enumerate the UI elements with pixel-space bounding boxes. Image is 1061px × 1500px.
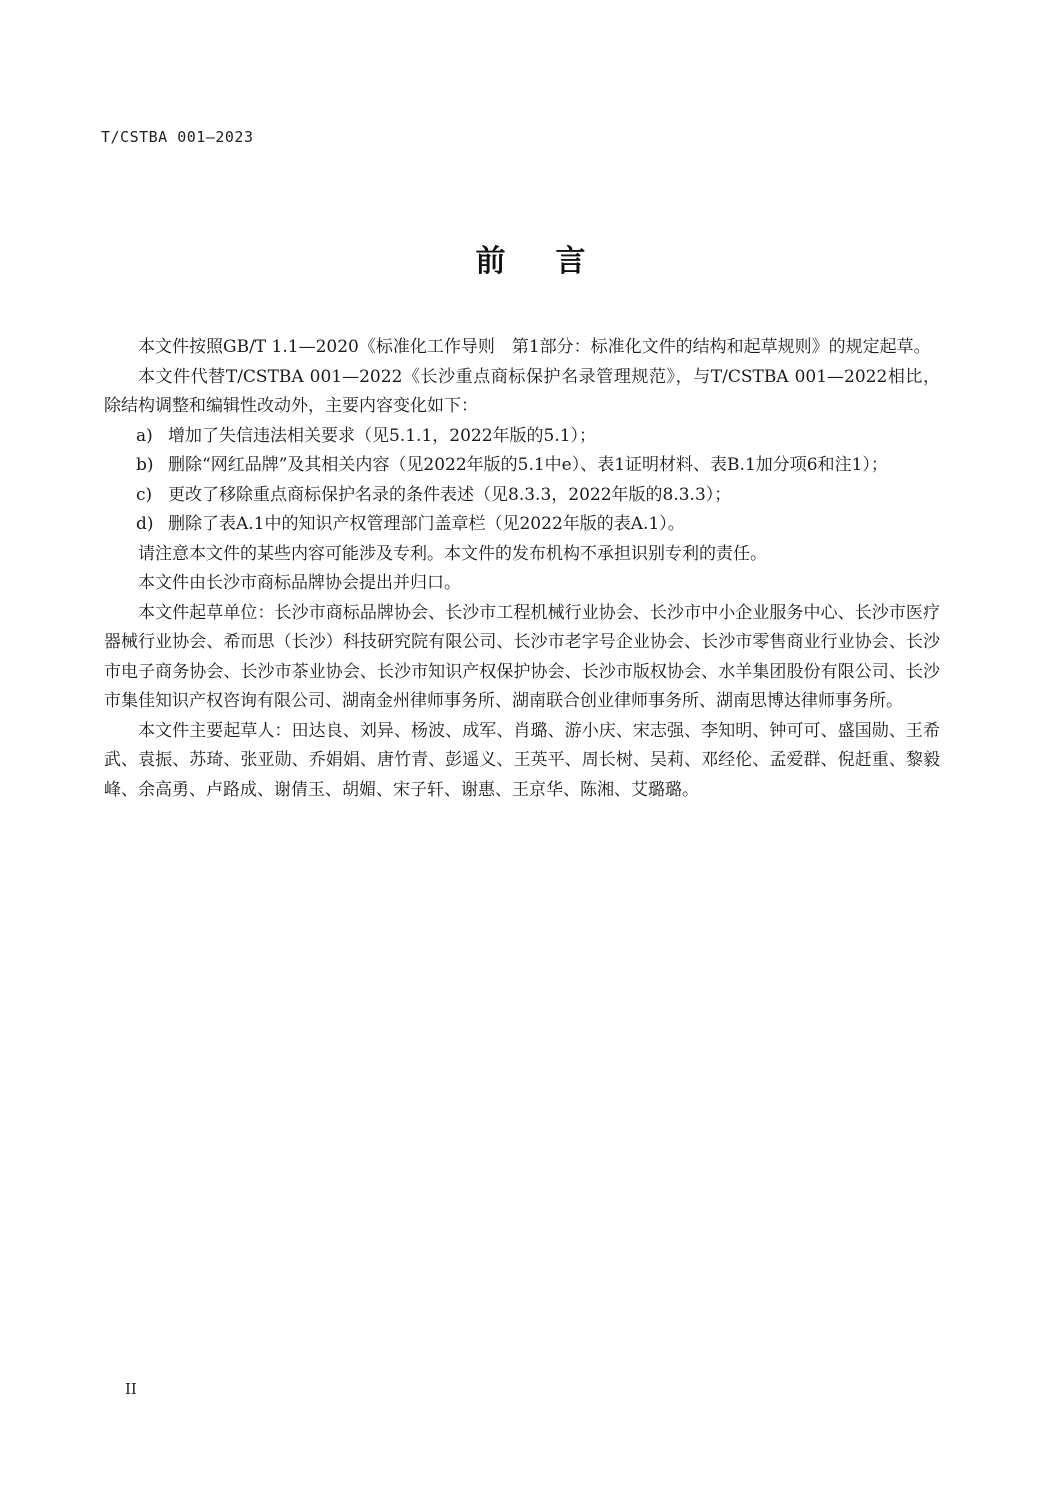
list-item-marker: a) bbox=[136, 425, 153, 446]
list-item-text: 删除了表A.1中的知识产权管理部门盖章栏（见2022年版的表A.1）。 bbox=[168, 514, 685, 534]
foreword-body bbox=[104, 333, 940, 805]
list-item bbox=[104, 481, 940, 511]
list-item-marker: d) bbox=[136, 514, 154, 534]
page-title: 前言 bbox=[475, 244, 636, 279]
list-item-marker: c) bbox=[136, 484, 153, 505]
paragraph-drafting-units: 本文件起草单位：长沙市商标品牌协会、长沙市工程机械行业协会、长沙市中小企业服务中心、长沙市医疗器械行业协会、希而思（长沙）科技研究院有限公司、长沙市老字号企业协会、长沙市零售商业行业协会、长沙市电子商务协会、长沙市茶业协会、长沙市知识产权保护协会、长沙市版权协会、水羊集团股份有限公司、长沙市集佳知识产权咨询有限公司、湖南金州律师事务所、湖南联合创业律师事务所、湖南思博达律师事务所。 bbox=[104, 602, 940, 711]
page-number: II bbox=[125, 1380, 137, 1398]
list-item-text: 增加了失信违法相关要求（见5.1.1，2022年版的5.1）； bbox=[168, 425, 597, 446]
document-code: T/CSTBA 001—2023 bbox=[101, 128, 254, 146]
paragraph-proposer: 本文件由长沙市商标品牌协会提出并归口。 bbox=[138, 573, 461, 593]
list-item bbox=[104, 422, 940, 452]
paragraph-drafting-rules: 本文件按照GB/T 1.1—2020《标准化工作导则 第1部分：标准化文件的结构和起草规则》的规定起草。 bbox=[138, 337, 931, 357]
list-item-text: 删除“网红品牌”及其相关内容（见2022年版的5.1中e）、表1证明材料、表B.1加分项6和注1）； bbox=[168, 455, 888, 475]
paragraph-replacement: 本文件代替T/CSTBA 001—2022《长沙重点商标保护名录管理规范》，与T/CSTBA 001—2022相比，除结构调整和编辑性改动外，主要内容变化如下： bbox=[104, 366, 940, 416]
list-item bbox=[104, 451, 940, 481]
paragraph-drafters: 本文件主要起草人：田达良、刘异、杨波、成军、肖璐、游小庆、宋志强、李知明、钟可可、盛国勋、王希武、袁振、苏琦、张亚勋、乔娟娟、唐竹青、彭遥义、王英平、周长树、吴莉、邓经伦、孟爱群、倪赶重、黎毅峰、余高勇、卢路成、谢倩玉、胡媚、宋子轩、谢惠、王京华、陈湘、艾璐璐。 bbox=[104, 720, 940, 800]
list-item-text: 更改了移除重点商标保护名录的条件表述（见8.3.3，2022年版的8.3.3）； bbox=[168, 484, 732, 505]
list-item bbox=[104, 510, 940, 540]
list-item-marker: b) bbox=[136, 455, 154, 475]
paragraph-patent-notice: 请注意本文件的某些内容可能涉及专利。本文件的发布机构不承担识别专利的责任。 bbox=[138, 543, 767, 564]
